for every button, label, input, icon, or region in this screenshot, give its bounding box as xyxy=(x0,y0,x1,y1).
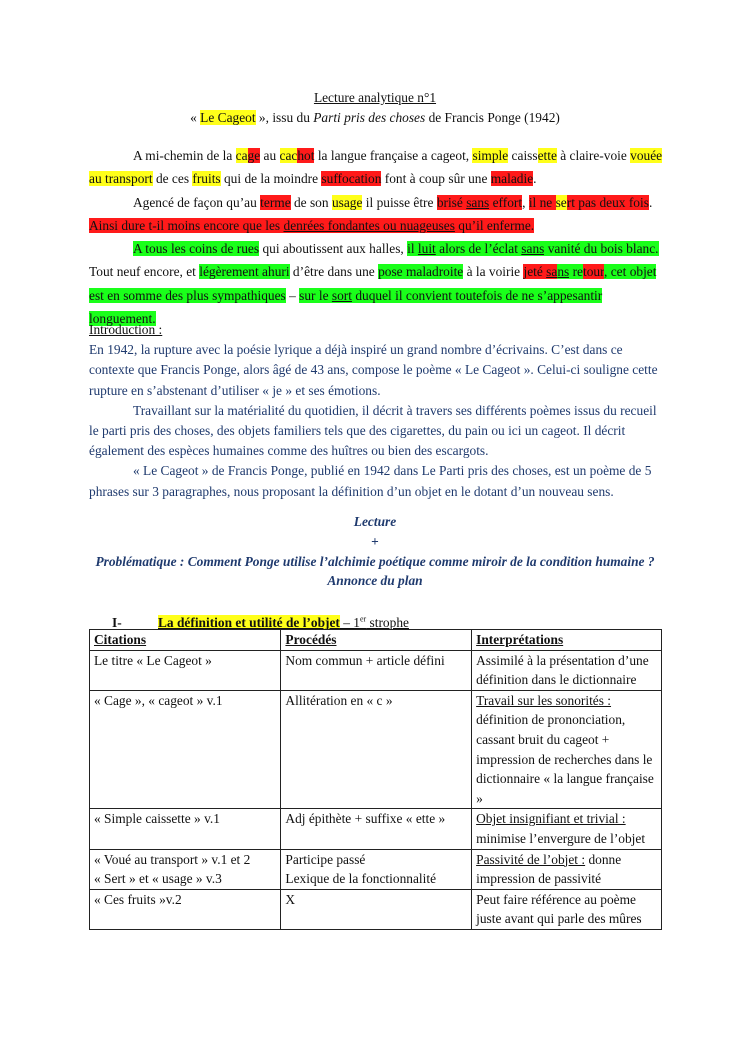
highlighted-text: rt pas deux fois xyxy=(566,194,649,210)
cell-citation: « Ces fruits »v.2 xyxy=(90,889,281,929)
highlighted-text: sans xyxy=(521,241,545,257)
highlighted-text: il xyxy=(407,241,418,257)
table-row xyxy=(90,650,662,690)
plus-sign: + xyxy=(371,533,379,549)
highlighted-text: denrées fondantes ou nuageuses xyxy=(283,217,455,233)
poem-text-segment: à la voirie xyxy=(463,264,524,280)
poem-text-segment: de son xyxy=(290,194,332,210)
intro-paragraph-3: « Le Cageot » de Francis Ponge, publié en 1942 dans Le Parti pris des choses, est un poème de 5 phrases sur 3 paragraphes, nous proposant la définition d’un objet en le dotant d’un nouveau sens. xyxy=(89,463,652,499)
highlighted-text: sur le xyxy=(299,287,332,303)
cell-procede: X xyxy=(281,889,472,929)
highlighted-text: , cet objet est en somme des plus sympathiques xyxy=(89,264,657,303)
highlighted-text: luit xyxy=(417,241,436,257)
poem-text-segment: au xyxy=(260,148,280,163)
header-procedes: Procédés xyxy=(281,630,472,651)
highlighted-text: suffocation xyxy=(321,171,382,187)
highlighted-text: usage xyxy=(331,194,363,210)
highlighted-text: hot xyxy=(297,148,315,163)
section-sup: er xyxy=(359,615,367,624)
highlighted-text: sa xyxy=(546,264,558,280)
highlighted-text: ca xyxy=(235,148,248,163)
subtitle-book-title: Parti pris des choses xyxy=(313,110,426,125)
poem-text-segment: . xyxy=(648,194,653,210)
poem-text-segment: Agencé de façon qu’au xyxy=(133,194,261,210)
cell-citation: « Cage », « cageot » v.1 xyxy=(90,690,281,809)
poem-text xyxy=(89,144,664,330)
highlighted-text: jeté xyxy=(523,264,547,280)
subtitle-highlight: Le Cageot xyxy=(200,110,256,125)
introduction xyxy=(89,320,664,502)
subtitle-quote: « xyxy=(190,110,201,125)
lecture-heading: Lecture xyxy=(353,514,397,529)
poem-text-segment: qui de la moindre xyxy=(220,171,322,187)
header-citations: Citations xyxy=(90,630,281,651)
highlighted-text: sans xyxy=(466,194,490,210)
header-interpretations: Interprétations xyxy=(472,630,662,651)
cell-citation: « Simple caissette » v.1 xyxy=(90,809,281,849)
section-strophe: strophe xyxy=(366,615,409,631)
analysis-table xyxy=(89,629,662,930)
highlighted-text: légèrement ahuri xyxy=(199,264,290,280)
poem-text-segment: , xyxy=(522,194,529,210)
cell-procede: Allitération en « c » xyxy=(281,690,472,809)
highlighted-text: tour xyxy=(583,264,605,280)
cell-interpretation: Assimilé à la présentation d’une définition dans le dictionnaire xyxy=(472,650,662,690)
poem-text-segment: la langue française a cageot, xyxy=(314,148,473,163)
cell-interpretation: Objet insignifiant et trivial : minimise l’envergure de l’objet xyxy=(472,809,662,849)
poem-text-segment: à claire-voie xyxy=(556,148,631,163)
introduction-heading: Introduction : xyxy=(89,322,163,337)
table-row xyxy=(90,849,662,889)
table-row xyxy=(90,690,662,809)
poem-text-segment: il puisse être xyxy=(362,194,437,210)
annonce-du-plan: Annonce du plan xyxy=(327,573,423,589)
highlighted-text: ge xyxy=(247,148,261,163)
highlighted-text: effort xyxy=(489,194,523,210)
poem-paragraph xyxy=(89,191,664,238)
poem-text-segment: font à coup sûr une xyxy=(381,171,491,187)
cell-procede: Nom commun + article défini xyxy=(281,650,472,690)
highlighted-text: ns xyxy=(557,264,570,280)
highlighted-text: Ainsi dure t-il moins encore que les xyxy=(89,217,284,233)
cell-interpretation: Passivité de l’objet : donne impression de passivité xyxy=(472,849,662,889)
poem-paragraph xyxy=(89,144,664,191)
highlighted-text: ette xyxy=(537,148,557,163)
poem-text-segment: qui aboutissent aux halles, xyxy=(259,241,408,257)
problematique: Problématique : Comment Ponge utilise l’alchimie poétique comme miroir de la condition humaine ? xyxy=(95,553,655,569)
poem-paragraph xyxy=(89,237,664,330)
subtitle-author: de Francis Ponge (1942) xyxy=(425,110,560,125)
poem-text-segment: d’être dans une xyxy=(289,264,379,280)
highlighted-text: brisé xyxy=(436,194,467,210)
document-subtitle xyxy=(0,108,750,128)
highlighted-text: re xyxy=(569,264,583,280)
table-row xyxy=(90,889,662,929)
intro-paragraph-2: Travaillant sur la matérialité du quotidien, il décrit à travers ses différents poèmes issus du recueil le parti pris des choses, des objets familiers tels que des cigarettes, du pain ou ici un cageot. Il décrit également des espèces humaines comme des huîtres ou bien des escargots. xyxy=(89,402,657,459)
poem-text-segment: de ces xyxy=(152,171,193,187)
highlighted-text: alors de l’éclat xyxy=(435,241,522,257)
intro-paragraph-1: En 1942, la rupture avec la poésie lyrique a déjà inspiré un grand nombre d’écrivains. C’est dans ce contexte que Francis Ponge, alors âgé de 43 ans, compose le poème « Le Cageot ». Celui-ci souligne cette rupture en s’abstenant d’utiliser « je » et ses émotions. xyxy=(89,342,658,398)
highlighted-text: A tous les coins de rues xyxy=(133,241,260,257)
cell-procede: Participe passé Lexique de la fonctionnalité xyxy=(281,849,472,889)
highlighted-text: qu’il enferme. xyxy=(454,217,535,233)
cell-citation: Le titre « Le Cageot » xyxy=(90,650,281,690)
table-row xyxy=(90,809,662,849)
poem-text-segment: – xyxy=(285,287,300,303)
highlighted-text: se xyxy=(555,194,567,210)
section-title: La définition et utilité de l’objet xyxy=(158,615,340,631)
highlighted-text: sort xyxy=(331,287,352,303)
subtitle-text: », issu du xyxy=(255,110,314,125)
cell-procede: Adj épithète + suffixe « ette » xyxy=(281,809,472,849)
plan-headings xyxy=(0,512,750,591)
highlighted-text: il ne xyxy=(528,194,556,210)
highlighted-text: maladie xyxy=(490,171,534,187)
highlighted-text: cac xyxy=(279,148,298,163)
cell-interpretation: Peut faire référence au poème juste avant qui parle des mûres xyxy=(472,889,662,929)
document-title: Lecture analytique n°1 xyxy=(313,90,437,105)
table-header-row xyxy=(90,630,662,651)
highlighted-text: pose maladroite xyxy=(378,264,464,280)
cell-citation: « Voué au transport » v.1 et 2 « Sert » et « usage » v.3 xyxy=(90,849,281,889)
poem-text-segment: caiss xyxy=(508,148,538,163)
section-number: I- xyxy=(112,615,122,631)
highlighted-text: fruits xyxy=(192,171,221,187)
highlighted-text: vouée au transport xyxy=(89,148,663,187)
poem-text-segment: Tout neuf encore, et xyxy=(89,264,200,280)
cell-interpretation: Travail sur les sonorités : définition de prononciation, cassant bruit du cageot + impression de recherches dans le dictionnaire « la langue française » xyxy=(472,690,662,809)
highlighted-text: simple xyxy=(472,148,509,163)
poem-text-segment: A mi-chemin de la xyxy=(133,148,236,163)
section-dash: – 1 xyxy=(339,615,360,631)
highlighted-text: duquel il convient toutefois de ne s’appesantir longuement. xyxy=(89,287,603,327)
poem-text-segment: . xyxy=(533,171,537,187)
highlighted-text: terme xyxy=(260,194,291,210)
highlighted-text: vanité du bois blanc. xyxy=(544,241,659,257)
